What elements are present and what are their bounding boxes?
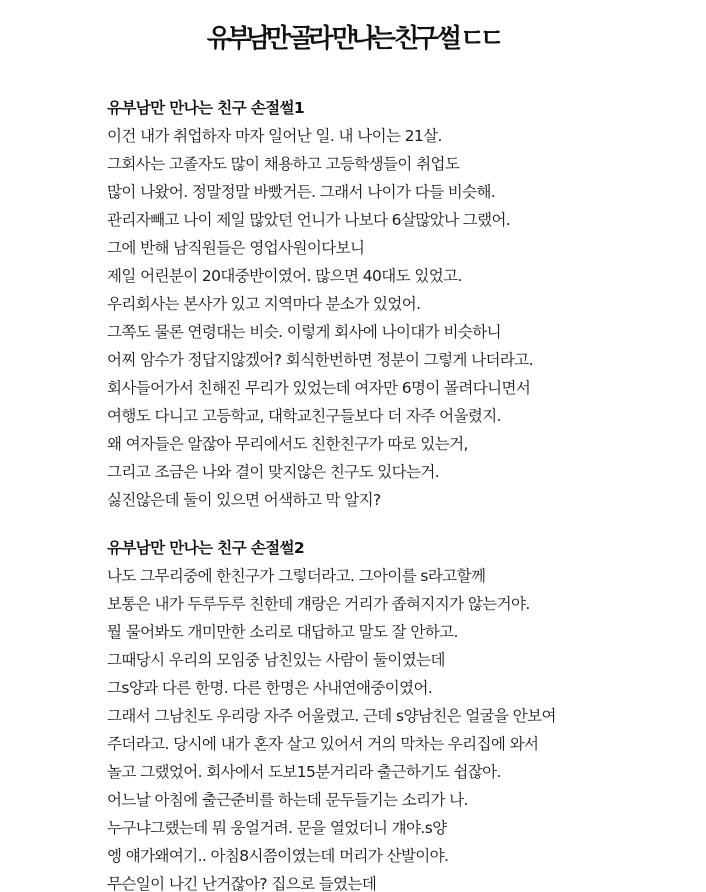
text-line: 그쪽도 물론 연령대는 비슷. 이렇게 회사에 나이대가 비슷하니 [107, 323, 501, 341]
text-line: 관리자빼고 나이 제일 많았던 언니가 나보다 6살많았나 그랬어. [107, 211, 511, 229]
text-line: 왜 여자들은 알잖아 무리에서도 친한친구가 따로 있는거, [107, 435, 468, 453]
text-line: 그회사는 고졸자도 많이 채용하고 고등학생들이 취업도 [107, 155, 460, 173]
text-line: 보통은 내가 두루두루 친한데 걔랑은 거리가 좁혀지지가 않는거야. [107, 595, 530, 613]
text-line: 제일 어린분이 20대중반이였어. 많으면 40대도 있었고. [107, 267, 462, 285]
text-line: 엥 얘가왜여기.. 아침8시쯤이였는데 머리가 산발이야. [107, 847, 449, 865]
text-line: 뭘 물어봐도 개미만한 소리로 대답하고 말도 잘 안하고. [107, 623, 458, 641]
text-line: 우리회사는 본사가 있고 지역마다 분소가 있었어. [107, 295, 421, 313]
text-line: 이건 내가 취업하자 마자 일어난 일. 내 나이는 21살. [107, 127, 442, 145]
section-heading: 유부남만 만나는 친구 손절썰1 [107, 99, 305, 117]
text-line: 어찌 암수가 정답지않겠어? 회식한번하면 정분이 그렇게 나더라고. [107, 351, 533, 369]
text-line: 그래서 그남친도 우리랑 자주 어울렸고. 근데 s양남친은 얼굴을 안보여 [107, 707, 556, 725]
text-line: 어느날 아침에 출근준비를 하는데 문두들기는 소리가 나. [107, 791, 468, 809]
text-line: 무슨일이 나긴 난거잖아? 집으로 들였는데 [107, 875, 377, 892]
page-title: 유부남만 골라 만나는 친구 썰 ㄷㄷ [206, 24, 500, 54]
text-line: 그s양과 다른 한명. 다른 한명은 사내연애중이였어. [107, 679, 433, 697]
text-line: 그때당시 우리의 모임중 남친있는 사람이 둘이였는데 [107, 651, 445, 669]
text-line: 그리고 조금은 나와 결이 맞지않은 친구도 있다는거. [107, 463, 440, 481]
text-line: 많이 나왔어. 정말정말 바빴거든. 그래서 나이가 다들 비슷해. [107, 183, 496, 201]
text-line: 싫진않은데 둘이 있으면 어색하고 막 알지? [107, 491, 381, 509]
text-line: 주더라고. 당시에 내가 혼자 살고 있어서 거의 막차는 우리집에 와서 [107, 735, 539, 753]
text-line: 누구냐그랬는데 뭐 웅얼거려. 문을 열었더니 걔야.s양 [107, 819, 447, 837]
text-line: 놀고 그랬었어. 회사에서 도보15분거리라 출근하기도 쉽잖아. [107, 763, 501, 781]
text-line: 회사들어가서 친해진 무리가 있었는데 여자만 6명이 몰려다니면서 [107, 379, 531, 397]
story-section-1 [107, 94, 697, 514]
story-section-2 [107, 534, 697, 892]
text-line: 여행도 다니고 고등학교, 대학교친구들보다 더 자주 어울렸지. [107, 407, 501, 425]
section-heading: 유부남만 만나는 친구 손절썰2 [107, 539, 305, 557]
text-line: 나도 그무리중에 한친구가 그렇더라고. 그아이를 s라고할께 [107, 567, 486, 585]
text-line: 그에 반해 남직원들은 영업사원이다보니 [107, 239, 365, 257]
